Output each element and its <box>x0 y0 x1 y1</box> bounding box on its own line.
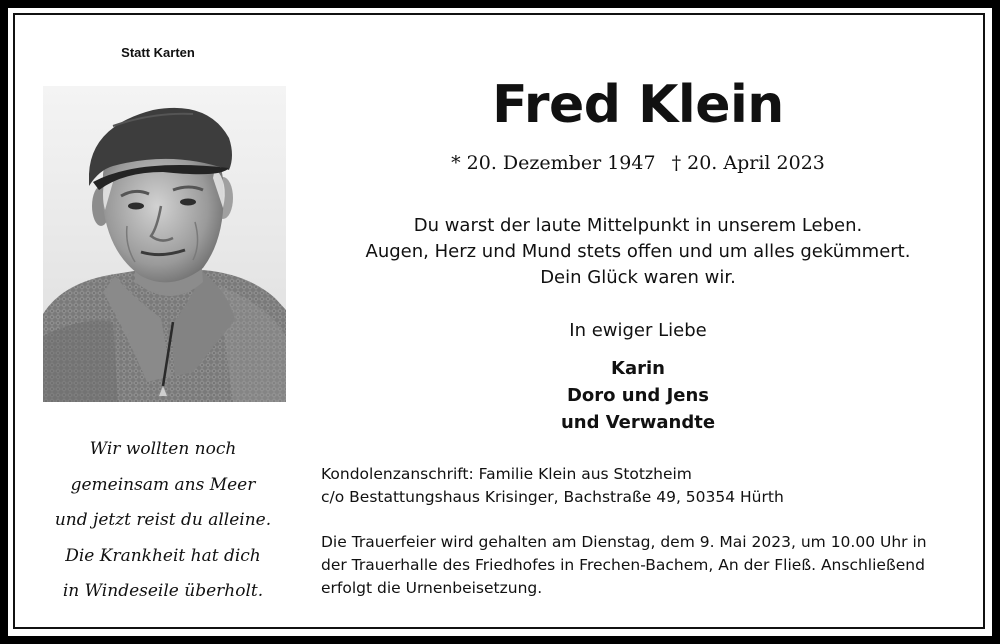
mourner-name: Doro und Jens <box>566 385 710 406</box>
death-date: † 20. April 2023 <box>671 152 825 174</box>
deceased-name: Fred Klein <box>492 75 784 135</box>
mourner-name: und Verwandte <box>560 412 716 433</box>
quote-line: Dein Glück waren wir. <box>540 267 736 288</box>
address-line: c/o Bestattungshaus Krisinger, Bachstraße 49, 50354 Hürth <box>321 488 784 506</box>
portrait-illustration <box>43 86 286 402</box>
life-dates <box>418 152 858 174</box>
birth-date: * 20. Dezember 1947 <box>451 152 656 174</box>
in-eternal-love-line: In ewiger Liebe <box>569 320 707 341</box>
mourner-name: Karin <box>611 358 665 379</box>
poem <box>28 432 298 610</box>
quote-line: Du warst der laute Mittelpunkt in unserem Leben. <box>413 215 863 236</box>
poem-line: in Windeseile überholt. <box>62 581 264 601</box>
poem-line: und jetzt reist du alleine. <box>54 510 272 530</box>
funeral-service-info <box>321 531 971 600</box>
condolence-address <box>321 463 881 509</box>
poem-line: gemeinsam ans Meer <box>70 474 256 495</box>
mourners-list <box>488 355 788 436</box>
service-line: erfolgt die Urnenbeisetzung. <box>321 579 543 597</box>
quote-line: Augen, Herz und Mund stets offen und um alles gekümmert. <box>365 241 911 262</box>
obituary-card <box>8 8 992 636</box>
statt-karten-label: Statt Karten <box>121 45 195 60</box>
portrait-photo <box>43 86 286 402</box>
address-line: Kondolenzanschrift: Familie Klein aus Stotzheim <box>321 465 692 483</box>
service-line: der Trauerhalle des Friedhofes in Frechen-Bachem, An der Fließ. Anschließend <box>321 556 925 574</box>
poem-line: Wir wollten noch <box>89 439 237 459</box>
poem-line: Die Krankheit hat dich <box>65 545 261 566</box>
service-line: Die Trauerfeier wird gehalten am Dienstag, dem 9. Mai 2023, um 10.00 Uhr in <box>321 533 927 551</box>
memorial-quote <box>328 213 948 291</box>
